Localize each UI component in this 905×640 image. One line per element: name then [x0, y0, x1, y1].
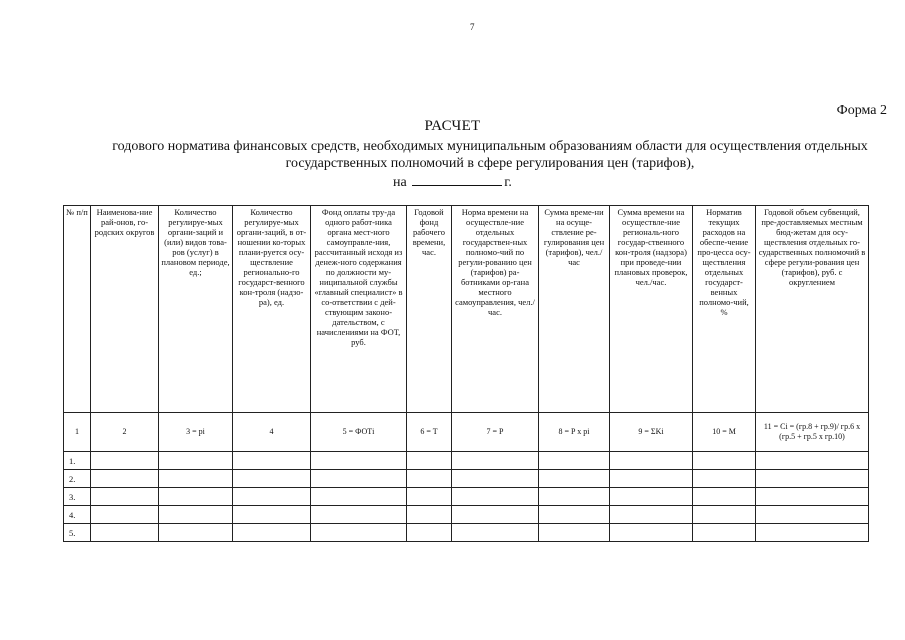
table-cell [159, 452, 233, 470]
table-cell [756, 488, 869, 506]
date-line [0, 173, 905, 191]
table-cell [311, 506, 407, 524]
column-number-cell: 9 = ΣKi [610, 413, 693, 452]
table-cell [233, 524, 311, 542]
header-cell: Количество регулируе-мых органи-заций, в от-ношении ко-торых плани-руется осу-ществление регионально-го государст-венного кон-троля (надзо-ра), ед. [233, 206, 311, 413]
table-cell [756, 524, 869, 542]
table-cell [159, 488, 233, 506]
header-cell: Фонд оплаты тру-да одного работ-ника органа мест-ного самоуправле-ния, рассчитанный исходя из денеж-ного содержания по должности му-ниципальной службы «главный специалист» в со-ответствии с дей-ствующим законо-дательством, с начислениями на ФОТ, руб. [311, 206, 407, 413]
table-cell [539, 506, 610, 524]
date-prefix: на [393, 175, 407, 190]
table-cell [159, 524, 233, 542]
header-row [64, 206, 869, 413]
document-subtitle: годового норматива финансовых средств, необходимых муниципальным образованиям области для осуществления отдельных государственных полномочий в сфере регулирования цен (тарифов), [112, 139, 868, 171]
table-cell [311, 524, 407, 542]
table-cell [159, 470, 233, 488]
document-title: РАСЧЕТ [424, 118, 481, 134]
table-row [64, 452, 869, 470]
row-number: 2. [64, 470, 91, 488]
table-cell [539, 524, 610, 542]
column-number-cell: 8 = P x pi [539, 413, 610, 452]
date-suffix: г. [504, 175, 512, 190]
table-cell [693, 452, 756, 470]
header-cell: Количество регулируе-мых органи-заций и (или) видов това-ров (услуг) в плановом периоде, ед.; [159, 206, 233, 413]
header-cell: Наименова-ние рай-онов, го-родских округов [91, 206, 159, 413]
column-number-cell: 6 = T [407, 413, 452, 452]
table-cell [407, 488, 452, 506]
header-cell: Годовой фонд рабочего времени, час. [407, 206, 452, 413]
header-cell: № п/п [64, 206, 91, 413]
column-number-cell: 10 = M [693, 413, 756, 452]
column-number-cell: 2 [91, 413, 159, 452]
table-cell [91, 452, 159, 470]
header-cell: Норма времени на осуществле-ние отдельных государствен-ных полномо-чий по регули-рованию цен (тарифов) ра-ботниками ор-гана местного самоуправления, чел./час. [452, 206, 539, 413]
table-cell [539, 452, 610, 470]
table-cell [311, 470, 407, 488]
table-cell [91, 470, 159, 488]
row-number: 1. [64, 452, 91, 470]
table-cell [756, 506, 869, 524]
table-cell [756, 470, 869, 488]
table-cell [452, 470, 539, 488]
table-row [64, 524, 869, 542]
table-cell [233, 470, 311, 488]
table-cell [311, 488, 407, 506]
table-cell [233, 452, 311, 470]
table-cell [610, 524, 693, 542]
page-number: 7 [470, 22, 475, 32]
column-number-row [64, 413, 869, 452]
table-row [64, 488, 869, 506]
row-number: 3. [64, 488, 91, 506]
table-row [64, 506, 869, 524]
column-number-cell: 4 [233, 413, 311, 452]
column-number-cell: 5 = ФОТi [311, 413, 407, 452]
table-row [64, 470, 869, 488]
column-number-cell: 7 = P [452, 413, 539, 452]
calculation-table [63, 205, 869, 542]
table-cell [407, 470, 452, 488]
header-cell: Сумма времени на осуществле-ние региональ-ного государ-ственного кон-троля (надзора) при проведе-нии плановых проверок, чел./час. [610, 206, 693, 413]
table-cell [610, 488, 693, 506]
table-cell [311, 452, 407, 470]
row-number: 4. [64, 506, 91, 524]
table-cell [91, 488, 159, 506]
header-cell: Годовой объем субвенций, пре-доставляемых местным бюд-жетам для осу-ществления отдельных го-сударственных полномочий в сфере регули-рования цен (тарифов), руб. с округлением [756, 206, 869, 413]
table-cell [452, 488, 539, 506]
table-cell [610, 506, 693, 524]
table-cell [610, 452, 693, 470]
table-cell [756, 452, 869, 470]
table-cell [407, 524, 452, 542]
row-number: 5. [64, 524, 91, 542]
table-cell [610, 470, 693, 488]
table-cell [452, 506, 539, 524]
header-cell: Норматив текущих расходов на обеспе-чение про-цесса осу-ществления отдельных государст-венных полномо-чий, % [693, 206, 756, 413]
table-cell [693, 470, 756, 488]
table-cell [407, 452, 452, 470]
table-cell [407, 506, 452, 524]
table-cell [452, 524, 539, 542]
table-cell [693, 506, 756, 524]
table-cell [539, 488, 610, 506]
table-cell [452, 452, 539, 470]
table-cell [91, 506, 159, 524]
table-cell [693, 524, 756, 542]
table-cell [159, 506, 233, 524]
date-blank [412, 173, 502, 186]
table-cell [233, 506, 311, 524]
table-cell [91, 524, 159, 542]
form-label: Форма 2 [836, 103, 887, 118]
header-cell: Сумма време-ни на осуще-ствление ре-гулирования цен (тарифов), чел./час [539, 206, 610, 413]
column-number-cell: 3 = pi [159, 413, 233, 452]
column-number-cell: 1 [64, 413, 91, 452]
column-number-cell: 11 = Ci = (гр.8 + гр.9)/ гр.6 x (гр.5 + гр.5 x гр.10) [756, 413, 869, 452]
table-cell [539, 470, 610, 488]
table-cell [693, 488, 756, 506]
table-cell [233, 488, 311, 506]
